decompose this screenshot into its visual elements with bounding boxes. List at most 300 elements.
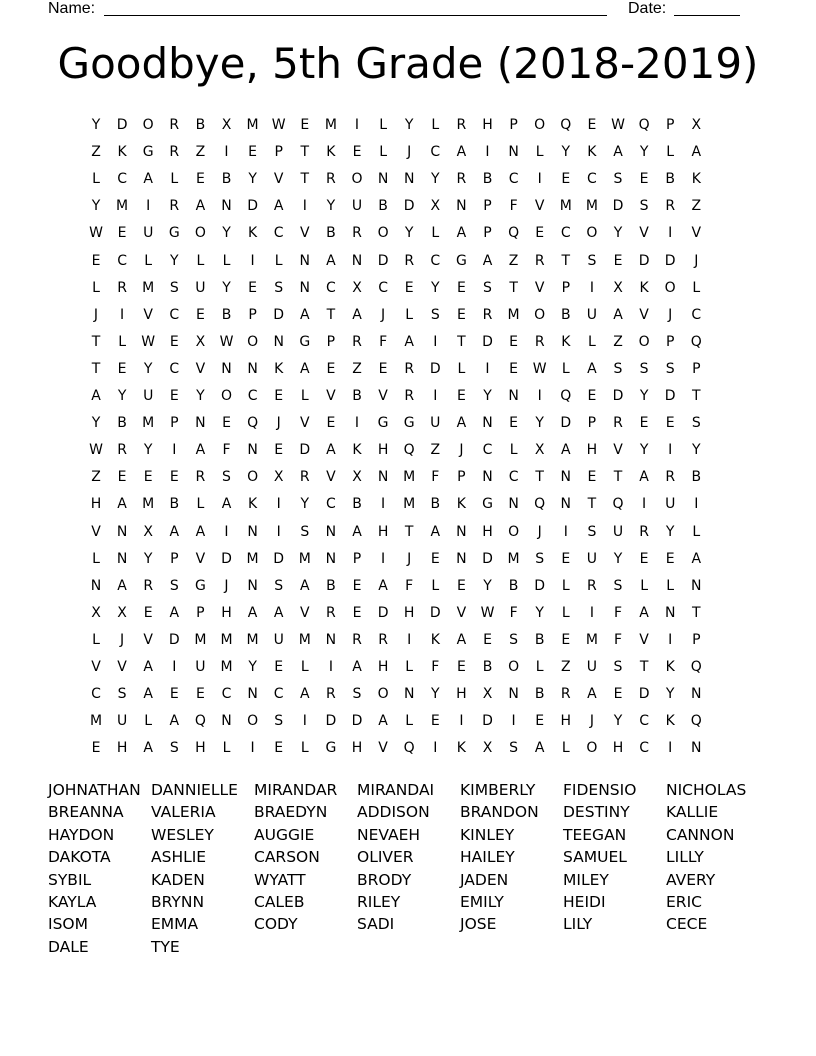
grid-letter[interactable]: E bbox=[117, 225, 127, 242]
grid-letter[interactable]: N bbox=[691, 686, 702, 703]
grid-letter[interactable]: S bbox=[483, 279, 492, 296]
grid-letter[interactable]: T bbox=[457, 333, 466, 350]
grid-letter[interactable]: D bbox=[482, 713, 493, 730]
grid-letter[interactable]: R bbox=[404, 252, 415, 269]
grid-letter[interactable]: C bbox=[221, 686, 232, 703]
grid-letter[interactable]: S bbox=[169, 577, 179, 594]
grid-letter[interactable]: T bbox=[692, 604, 701, 621]
grid-letter[interactable]: M bbox=[89, 713, 103, 730]
grid-letter[interactable]: U bbox=[665, 496, 676, 513]
grid-letter[interactable]: D bbox=[299, 442, 311, 459]
grid-letter[interactable]: V bbox=[378, 740, 388, 757]
grid-letter[interactable]: J bbox=[224, 577, 229, 594]
grid-letter[interactable]: H bbox=[377, 442, 389, 459]
grid-letter[interactable]: P bbox=[692, 631, 701, 648]
grid-letter[interactable]: E bbox=[378, 360, 388, 377]
grid-letter[interactable]: E bbox=[587, 388, 597, 404]
grid-letter[interactable]: A bbox=[143, 171, 153, 188]
grid-letter[interactable]: U bbox=[586, 550, 598, 567]
grid-letter[interactable]: Y bbox=[639, 144, 649, 161]
grid-letter[interactable]: M bbox=[507, 550, 520, 567]
grid-letter[interactable]: C bbox=[169, 306, 180, 323]
grid-letter[interactable]: S bbox=[274, 279, 284, 296]
grid-letter[interactable]: K bbox=[665, 659, 675, 675]
grid-letter[interactable]: A bbox=[195, 198, 206, 215]
grid-letter[interactable]: X bbox=[534, 442, 545, 459]
grid-letter[interactable]: L bbox=[405, 659, 414, 675]
grid-letter[interactable]: L bbox=[561, 360, 570, 377]
grid-letter[interactable]: A bbox=[613, 306, 623, 323]
grid-letter[interactable]: S bbox=[169, 740, 179, 757]
grid-letter[interactable]: Y bbox=[692, 442, 701, 459]
grid-letter[interactable]: Y bbox=[91, 415, 101, 432]
grid-letter[interactable]: I bbox=[485, 360, 490, 377]
grid-letter[interactable]: K bbox=[587, 144, 597, 161]
grid-letter[interactable]: R bbox=[326, 171, 336, 188]
grid-letter[interactable]: D bbox=[351, 713, 363, 730]
grid-letter[interactable]: B bbox=[534, 686, 545, 703]
grid-letter[interactable]: O bbox=[247, 713, 259, 730]
grid-letter[interactable]: E bbox=[430, 713, 440, 730]
grid-letter[interactable]: G bbox=[299, 333, 311, 350]
grid-letter[interactable]: V bbox=[378, 388, 388, 404]
grid-letter[interactable]: P bbox=[326, 333, 336, 350]
grid-letter[interactable]: Z bbox=[430, 442, 441, 459]
grid-letter[interactable]: Y bbox=[143, 360, 153, 377]
grid-letter[interactable]: N bbox=[221, 198, 232, 215]
grid-letter[interactable]: M bbox=[116, 198, 129, 215]
grid-letter[interactable]: I bbox=[668, 225, 673, 242]
grid-letter[interactable]: E bbox=[195, 306, 205, 323]
grid-letter[interactable]: Y bbox=[326, 198, 336, 215]
grid-letter[interactable]: B bbox=[482, 171, 493, 188]
grid-letter[interactable]: N bbox=[351, 252, 363, 269]
grid-letter[interactable]: N bbox=[299, 279, 311, 296]
grid-letter[interactable]: C bbox=[117, 252, 127, 269]
grid-letter[interactable]: Y bbox=[665, 523, 675, 540]
grid-letter[interactable]: U bbox=[195, 279, 206, 296]
grid-letter[interactable]: A bbox=[561, 442, 571, 459]
grid-letter[interactable]: Q bbox=[508, 225, 520, 242]
grid-letter[interactable]: R bbox=[352, 631, 362, 648]
grid-letter[interactable]: F bbox=[379, 333, 388, 350]
grid-letter[interactable]: D bbox=[168, 631, 180, 648]
grid-letter[interactable]: H bbox=[351, 740, 363, 757]
grid-letter[interactable]: W bbox=[219, 333, 234, 350]
grid-letter[interactable]: L bbox=[640, 577, 648, 594]
grid-letter[interactable]: Y bbox=[143, 550, 153, 567]
grid-letter[interactable]: R bbox=[404, 388, 415, 404]
grid-letter[interactable]: P bbox=[170, 415, 179, 432]
grid-letter[interactable]: R bbox=[404, 360, 415, 377]
grid-letter[interactable]: E bbox=[352, 577, 362, 594]
grid-letter[interactable]: S bbox=[587, 523, 597, 540]
grid-letter[interactable]: W bbox=[89, 225, 103, 242]
grid-letter[interactable]: E bbox=[274, 442, 284, 459]
grid-letter[interactable]: N bbox=[247, 686, 258, 703]
grid-letter[interactable]: A bbox=[169, 604, 180, 621]
grid-letter[interactable]: Y bbox=[639, 388, 649, 404]
grid-letter[interactable]: S bbox=[274, 713, 284, 730]
grid-letter[interactable]: N bbox=[299, 252, 311, 269]
grid-letter[interactable]: X bbox=[143, 523, 153, 540]
grid-letter[interactable]: D bbox=[638, 686, 650, 703]
grid-letter[interactable]: F bbox=[222, 442, 231, 459]
grid-letter[interactable]: A bbox=[300, 360, 310, 377]
grid-letter[interactable]: B bbox=[326, 577, 336, 594]
grid-letter[interactable]: I bbox=[433, 333, 438, 350]
grid-letter[interactable]: R bbox=[143, 577, 154, 594]
grid-letter[interactable]: X bbox=[91, 604, 101, 621]
grid-letter[interactable]: N bbox=[403, 171, 415, 188]
grid-letter[interactable]: V bbox=[639, 631, 649, 648]
grid-letter[interactable]: L bbox=[561, 740, 570, 757]
grid-letter[interactable]: E bbox=[169, 333, 179, 350]
grid-letter[interactable]: D bbox=[482, 333, 493, 350]
grid-letter[interactable]: B bbox=[352, 388, 362, 404]
grid-letter[interactable]: A bbox=[456, 225, 467, 242]
grid-letter[interactable]: A bbox=[404, 333, 414, 350]
grid-letter[interactable]: E bbox=[430, 550, 440, 567]
grid-letter[interactable]: J bbox=[537, 523, 542, 540]
grid-letter[interactable]: L bbox=[222, 740, 231, 757]
grid-letter[interactable]: C bbox=[430, 252, 441, 269]
grid-letter[interactable]: S bbox=[509, 740, 519, 757]
grid-letter[interactable]: N bbox=[508, 388, 519, 404]
grid-letter[interactable]: L bbox=[535, 659, 544, 675]
grid-letter[interactable]: Z bbox=[91, 144, 101, 161]
grid-letter[interactable]: B bbox=[221, 171, 232, 188]
grid-letter[interactable]: H bbox=[195, 740, 206, 757]
grid-letter[interactable]: A bbox=[456, 631, 467, 648]
grid-letter[interactable]: T bbox=[300, 171, 310, 188]
grid-letter[interactable]: E bbox=[483, 631, 492, 648]
grid-letter[interactable]: Q bbox=[690, 713, 702, 730]
grid-letter[interactable]: R bbox=[665, 198, 676, 215]
grid-letter[interactable]: Y bbox=[535, 604, 544, 621]
grid-letter[interactable]: L bbox=[92, 631, 100, 648]
grid-letter[interactable]: X bbox=[221, 117, 232, 133]
grid-letter[interactable]: Y bbox=[431, 171, 440, 188]
grid-letter[interactable]: E bbox=[195, 686, 205, 703]
grid-letter[interactable]: Y bbox=[431, 686, 440, 703]
grid-letter[interactable]: R bbox=[326, 604, 336, 621]
grid-letter[interactable]: S bbox=[587, 252, 597, 269]
grid-letter[interactable]: I bbox=[668, 740, 673, 757]
grid-letter[interactable]: N bbox=[691, 577, 702, 594]
grid-letter[interactable]: M bbox=[220, 659, 233, 675]
grid-letter[interactable]: O bbox=[220, 388, 233, 404]
grid-letter[interactable]: I bbox=[589, 279, 594, 296]
grid-letter[interactable]: E bbox=[117, 360, 127, 377]
grid-letter[interactable]: T bbox=[587, 496, 597, 513]
grid-letter[interactable]: I bbox=[668, 631, 673, 648]
grid-letter[interactable]: D bbox=[612, 388, 624, 404]
grid-letter[interactable]: G bbox=[455, 252, 467, 269]
grid-letter[interactable]: L bbox=[431, 117, 440, 133]
grid-letter[interactable]: N bbox=[195, 415, 206, 432]
grid-letter[interactable]: S bbox=[639, 360, 649, 377]
grid-letter[interactable]: A bbox=[352, 306, 362, 323]
grid-letter[interactable]: I bbox=[537, 388, 542, 404]
grid-letter[interactable]: I bbox=[302, 713, 307, 730]
grid-letter[interactable]: V bbox=[91, 523, 101, 540]
grid-letter[interactable]: K bbox=[691, 171, 701, 188]
grid-letter[interactable]: T bbox=[404, 523, 414, 540]
grid-letter[interactable]: D bbox=[273, 306, 285, 323]
grid-letter[interactable]: O bbox=[586, 740, 598, 757]
grid-letter[interactable]: R bbox=[169, 198, 180, 215]
grid-letter[interactable]: U bbox=[586, 659, 598, 675]
grid-letter[interactable]: A bbox=[300, 686, 310, 703]
grid-letter[interactable]: L bbox=[92, 279, 100, 296]
grid-letter[interactable]: C bbox=[247, 388, 258, 404]
grid-letter[interactable]: M bbox=[298, 550, 311, 567]
grid-letter[interactable]: B bbox=[169, 496, 180, 513]
grid-letter[interactable]: K bbox=[561, 333, 571, 350]
grid-letter[interactable]: Y bbox=[404, 225, 414, 242]
grid-letter[interactable]: C bbox=[691, 306, 702, 323]
grid-letter[interactable]: A bbox=[482, 252, 493, 269]
grid-letter[interactable]: R bbox=[117, 442, 127, 459]
grid-letter[interactable]: X bbox=[691, 117, 702, 133]
grid-letter[interactable]: E bbox=[535, 713, 545, 730]
grid-letter[interactable]: E bbox=[195, 171, 205, 188]
grid-letter[interactable]: S bbox=[430, 306, 440, 323]
grid-letter[interactable]: L bbox=[587, 333, 596, 350]
grid-letter[interactable]: L bbox=[431, 225, 440, 242]
grid-letter[interactable]: V bbox=[613, 442, 623, 459]
grid-letter[interactable]: I bbox=[250, 252, 255, 269]
grid-letter[interactable]: C bbox=[639, 740, 649, 757]
grid-letter[interactable]: R bbox=[169, 117, 180, 133]
grid-letter[interactable]: L bbox=[561, 604, 570, 621]
grid-letter[interactable]: S bbox=[352, 686, 362, 703]
grid-letter[interactable]: E bbox=[274, 659, 284, 675]
grid-letter[interactable]: Q bbox=[690, 659, 702, 675]
grid-letter[interactable]: G bbox=[377, 415, 389, 432]
grid-letter[interactable]: I bbox=[354, 117, 360, 133]
grid-letter[interactable]: P bbox=[274, 144, 283, 161]
grid-letter[interactable]: L bbox=[379, 144, 387, 161]
grid-letter[interactable]: L bbox=[170, 171, 179, 188]
grid-letter[interactable]: L bbox=[300, 740, 309, 757]
grid-letter[interactable]: M bbox=[298, 631, 311, 648]
grid-letter[interactable]: V bbox=[639, 306, 649, 323]
grid-letter[interactable]: I bbox=[433, 740, 438, 757]
grid-letter[interactable]: D bbox=[560, 415, 572, 432]
grid-letter[interactable]: W bbox=[480, 604, 495, 621]
grid-letter[interactable]: N bbox=[508, 496, 519, 513]
grid-letter[interactable]: A bbox=[587, 686, 597, 703]
grid-letter[interactable]: P bbox=[483, 225, 492, 242]
grid-letter[interactable]: R bbox=[613, 415, 623, 432]
grid-letter[interactable]: J bbox=[381, 306, 386, 323]
grid-letter[interactable]: R bbox=[534, 252, 545, 269]
grid-letter[interactable]: T bbox=[613, 469, 623, 486]
grid-letter[interactable]: E bbox=[587, 469, 597, 486]
grid-letter[interactable]: C bbox=[273, 225, 284, 242]
grid-letter[interactable]: M bbox=[559, 198, 572, 215]
grid-letter[interactable]: E bbox=[561, 631, 571, 648]
grid-letter[interactable]: D bbox=[482, 550, 493, 567]
grid-letter[interactable]: E bbox=[639, 550, 649, 567]
grid-letter[interactable]: S bbox=[613, 577, 623, 594]
grid-letter[interactable]: D bbox=[221, 550, 232, 567]
grid-letter[interactable]: Y bbox=[91, 117, 101, 133]
grid-letter[interactable]: A bbox=[143, 686, 153, 703]
grid-letter[interactable]: Y bbox=[248, 171, 257, 188]
grid-letter[interactable]: C bbox=[273, 686, 284, 703]
grid-letter[interactable]: Q bbox=[534, 496, 546, 513]
grid-letter[interactable]: X bbox=[117, 604, 127, 621]
grid-letter[interactable]: V bbox=[534, 279, 545, 296]
grid-letter[interactable]: D bbox=[429, 360, 441, 377]
grid-letter[interactable]: V bbox=[300, 225, 310, 242]
grid-letter[interactable]: L bbox=[405, 713, 414, 730]
grid-letter[interactable]: P bbox=[170, 550, 179, 567]
grid-letter[interactable]: H bbox=[90, 496, 102, 513]
grid-letter[interactable]: O bbox=[247, 469, 259, 486]
grid-letter[interactable]: E bbox=[665, 550, 675, 567]
grid-letter[interactable]: V bbox=[143, 631, 153, 648]
grid-letter[interactable]: U bbox=[351, 198, 363, 215]
grid-letter[interactable]: D bbox=[664, 252, 676, 269]
grid-letter[interactable]: N bbox=[116, 523, 128, 540]
grid-letter[interactable]: I bbox=[224, 523, 229, 540]
grid-letter[interactable]: B bbox=[378, 198, 388, 215]
grid-letter[interactable]: O bbox=[664, 279, 676, 296]
grid-letter[interactable]: H bbox=[221, 604, 232, 621]
grid-letter[interactable]: R bbox=[482, 306, 493, 323]
grid-letter[interactable]: W bbox=[89, 442, 103, 459]
grid-letter[interactable]: S bbox=[613, 360, 623, 377]
grid-letter[interactable]: T bbox=[535, 469, 544, 486]
grid-letter[interactable]: J bbox=[589, 713, 594, 730]
grid-letter[interactable]: N bbox=[325, 523, 337, 540]
grid-letter[interactable]: C bbox=[378, 279, 388, 296]
grid-letter[interactable]: R bbox=[456, 117, 467, 133]
grid-letter[interactable]: N bbox=[691, 740, 702, 757]
grid-letter[interactable]: A bbox=[691, 144, 702, 161]
grid-letter[interactable]: O bbox=[377, 686, 389, 703]
grid-letter[interactable]: S bbox=[613, 659, 623, 675]
grid-letter[interactable]: L bbox=[692, 523, 701, 540]
grid-letter[interactable]: W bbox=[141, 333, 156, 350]
grid-letter[interactable]: H bbox=[116, 740, 128, 757]
grid-letter[interactable]: V bbox=[91, 659, 101, 675]
grid-letter[interactable]: O bbox=[586, 225, 598, 242]
grid-letter[interactable]: S bbox=[691, 415, 701, 432]
grid-letter[interactable]: E bbox=[587, 117, 597, 133]
grid-letter[interactable]: M bbox=[403, 469, 416, 486]
grid-letter[interactable]: Z bbox=[508, 252, 519, 269]
grid-letter[interactable]: E bbox=[274, 740, 284, 757]
grid-letter[interactable]: H bbox=[482, 117, 493, 133]
grid-letter[interactable]: I bbox=[120, 306, 125, 323]
grid-letter[interactable]: C bbox=[560, 225, 571, 242]
grid-letter[interactable]: X bbox=[430, 198, 441, 215]
grid-letter[interactable]: E bbox=[91, 740, 101, 757]
grid-letter[interactable]: V bbox=[456, 604, 467, 621]
grid-letter[interactable]: Q bbox=[690, 333, 702, 350]
grid-letter[interactable]: L bbox=[666, 144, 675, 161]
grid-letter[interactable]: I bbox=[250, 740, 255, 757]
grid-letter[interactable]: T bbox=[91, 333, 101, 350]
grid-letter[interactable]: I bbox=[172, 442, 177, 459]
grid-letter[interactable]: N bbox=[377, 469, 389, 486]
grid-letter[interactable]: S bbox=[169, 279, 179, 296]
grid-letter[interactable]: P bbox=[483, 198, 492, 215]
grid-letter[interactable]: Y bbox=[665, 686, 675, 703]
grid-letter[interactable]: B bbox=[430, 496, 441, 513]
grid-letter[interactable]: B bbox=[560, 306, 571, 323]
grid-letter[interactable]: L bbox=[92, 171, 100, 188]
grid-letter[interactable]: S bbox=[222, 469, 231, 486]
grid-letter[interactable]: N bbox=[403, 686, 415, 703]
grid-letter[interactable]: E bbox=[248, 144, 258, 161]
grid-letter[interactable]: H bbox=[377, 523, 389, 540]
grid-letter[interactable]: B bbox=[534, 631, 545, 648]
grid-letter[interactable]: Q bbox=[560, 388, 572, 404]
grid-letter[interactable]: L bbox=[222, 252, 231, 269]
grid-letter[interactable]: H bbox=[612, 740, 624, 757]
grid-letter[interactable]: L bbox=[144, 713, 153, 730]
grid-letter[interactable]: L bbox=[379, 117, 387, 133]
grid-letter[interactable]: H bbox=[482, 523, 493, 540]
grid-letter[interactable]: F bbox=[613, 631, 623, 648]
grid-letter[interactable]: H bbox=[586, 442, 598, 459]
grid-letter[interactable]: A bbox=[143, 740, 153, 757]
grid-letter[interactable]: I bbox=[172, 659, 177, 675]
grid-letter[interactable]: E bbox=[143, 469, 153, 486]
grid-letter[interactable]: V bbox=[326, 469, 336, 486]
grid-letter[interactable]: U bbox=[143, 388, 154, 404]
grid-letter[interactable]: O bbox=[638, 333, 650, 350]
grid-letter[interactable]: N bbox=[221, 360, 232, 377]
grid-letter[interactable]: I bbox=[642, 496, 647, 513]
grid-letter[interactable]: J bbox=[407, 144, 412, 161]
grid-letter[interactable]: P bbox=[196, 604, 205, 621]
grid-letter[interactable]: V bbox=[273, 171, 284, 188]
grid-letter[interactable]: U bbox=[586, 306, 598, 323]
grid-letter[interactable]: Y bbox=[248, 659, 257, 675]
grid-letter[interactable]: A bbox=[691, 550, 702, 567]
grid-letter[interactable]: D bbox=[325, 713, 337, 730]
grid-letter[interactable]: U bbox=[143, 225, 154, 242]
grid-letter[interactable]: C bbox=[169, 360, 180, 377]
grid-letter[interactable]: L bbox=[300, 388, 309, 404]
grid-letter[interactable]: I bbox=[511, 713, 516, 730]
grid-letter[interactable]: A bbox=[587, 360, 597, 377]
grid-letter[interactable]: E bbox=[509, 360, 519, 377]
grid-letter[interactable]: Y bbox=[170, 252, 179, 269]
grid-letter[interactable]: I bbox=[485, 144, 490, 161]
grid-letter[interactable]: D bbox=[247, 198, 258, 215]
grid-letter[interactable]: A bbox=[117, 577, 127, 594]
grid-letter[interactable]: N bbox=[377, 171, 389, 188]
grid-letter[interactable]: L bbox=[196, 496, 205, 513]
grid-letter[interactable]: N bbox=[456, 523, 467, 540]
grid-letter[interactable]: O bbox=[534, 306, 546, 323]
grid-letter[interactable]: H bbox=[377, 659, 389, 675]
grid-letter[interactable]: E bbox=[326, 360, 336, 377]
grid-letter[interactable]: Y bbox=[613, 550, 623, 567]
grid-letter[interactable]: U bbox=[430, 415, 441, 432]
grid-letter[interactable]: E bbox=[274, 388, 284, 404]
grid-letter[interactable]: R bbox=[299, 469, 310, 486]
grid-letter[interactable]: V bbox=[326, 388, 336, 404]
